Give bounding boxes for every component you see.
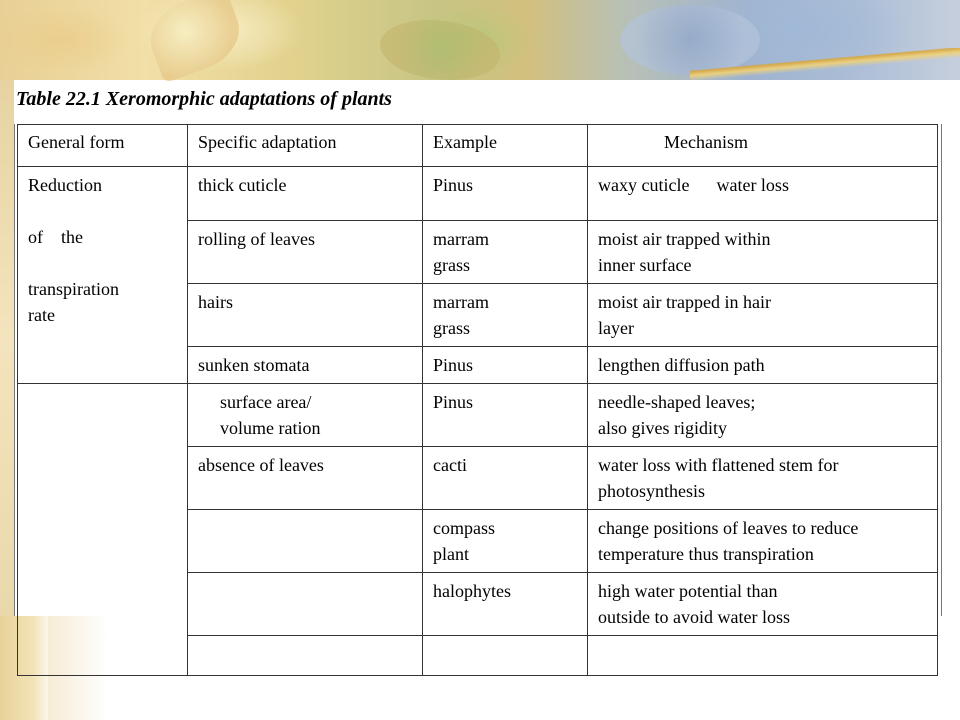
cell-text: layer [598,318,634,338]
example-cell [423,347,588,384]
header-mechanism: Mechanism [588,125,938,167]
cell-text: high water potential than [598,581,778,601]
gold-stripe-decoration [690,48,960,80]
general-form-cell [18,167,188,384]
cell-text: compass [433,518,495,538]
general-form-line: Reduction [28,175,102,195]
cell-text: change positions of leaves to reduce [598,518,859,538]
cell-text: surface area/ [220,392,312,412]
cell-text: grass [433,255,470,275]
cell-text: thick cuticle [198,175,287,195]
cell-text: marram [433,292,489,312]
cell-text: needle-shaped leaves; [598,392,756,412]
cell-text: inner surface [598,255,692,275]
mechanism-cell [588,510,938,573]
cell-text: absence of leaves [198,455,324,475]
adaptation-cell [188,221,423,284]
adaptation-cell [188,167,423,221]
cell-text: plant [433,544,469,564]
adaptation-cell [188,347,423,384]
mechanism-cell [588,447,938,510]
example-cell [423,573,588,636]
example-cell [423,510,588,573]
mechanism-cell [588,384,938,447]
table-container [14,124,942,627]
table-title: Table 22.1 Xeromorphic adaptations of plants [16,88,392,110]
mechanism-cell [588,167,938,221]
cell-text: hairs [198,292,233,312]
mechanism-cell [588,284,938,347]
mechanism-cell [588,347,938,384]
header-specific-adaptation: Specific adaptation [188,125,423,167]
cell-text: Pinus [433,355,474,375]
table-row [18,384,938,447]
cell-text: volume ration [220,418,321,438]
adaptation-cell [188,573,423,636]
cell-text: lengthen diffusion path [598,355,765,375]
adaptations-table [17,124,938,676]
example-cell [423,384,588,447]
cell-text: water loss with flattened stem for [598,455,839,475]
table-row [18,167,938,221]
leaf-decoration [380,20,500,80]
general-form-line: transpiration [28,279,119,299]
leaf-decoration [141,0,250,83]
example-cell [423,284,588,347]
header-example: Example [423,125,588,167]
adaptation-cell [188,384,423,447]
cell-text: halophytes [433,581,511,601]
cell-text: temperature thus transpiration [598,544,814,564]
example-cell [423,221,588,284]
mechanism-cell [588,573,938,636]
decorative-banner [0,0,960,80]
cell-text: rolling of leaves [198,229,315,249]
general-form-line: rate [28,305,55,325]
general-form-line: of the [28,227,83,247]
cell-text: Pinus [433,392,474,412]
example-cell [423,447,588,510]
table-header-row [18,125,938,167]
adaptation-cell [188,447,423,510]
general-form-empty-cell [18,384,188,676]
adaptation-cell [188,510,423,573]
cell-text: grass [433,318,470,338]
cell-text: outside to avoid water loss [598,607,790,627]
cell-text: also gives rigidity [598,418,727,438]
example-cell [423,636,588,676]
adaptation-cell [188,284,423,347]
cell-text: Pinus [433,175,474,195]
cell-text: photosynthesis [598,481,706,501]
example-cell [423,167,588,221]
cell-text: moist air trapped within [598,229,771,249]
cell-text: moist air trapped in hair [598,292,771,312]
cell-text: sunken stomata [198,355,310,375]
mechanism-cell [588,221,938,284]
header-general-form: General form [18,125,188,167]
cell-text: waxy cuticle water loss [598,175,789,195]
adaptation-cell [188,636,423,676]
cell-text: cacti [433,455,467,475]
mechanism-cell [588,636,938,676]
cell-text: marram [433,229,489,249]
